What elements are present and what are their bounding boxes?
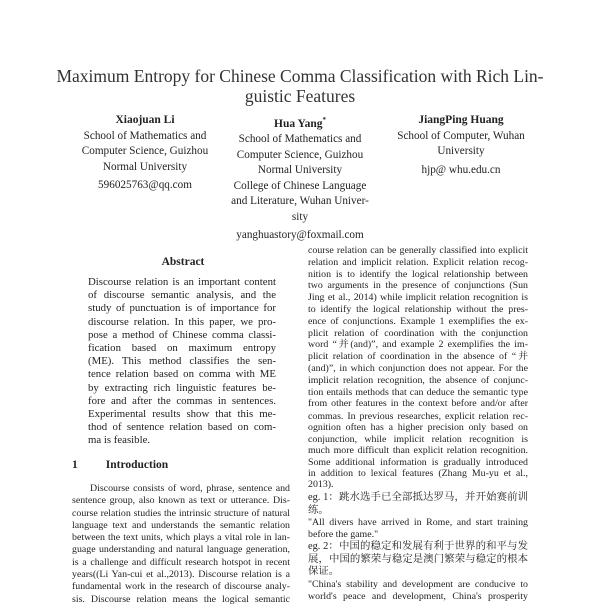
text-line: of discourse semantic analysis, and the — [88, 289, 276, 302]
text-line: word “并(and)”, and example 2 exemplifies the im- — [308, 339, 528, 351]
text-line: fication based on maximum entropy — [88, 342, 276, 355]
text-line: plicit relation of coordination in the absence of “并 — [308, 351, 528, 363]
section-heading-introduction: 1 Introduction — [72, 459, 169, 471]
text-line: study of punctuation is of importance for — [88, 302, 276, 315]
text-line: two arguments in the presence of conjunctions (Sun — [308, 280, 528, 292]
example-1: eg. 1：跳水选手已全部抵达罗马，并开始赛前训 练。 — [308, 492, 528, 516]
text-line: sis. Discourse relation means the logical semantic — [72, 593, 290, 605]
text-line: thod of sentence relation based on com- — [88, 421, 276, 434]
text-line: fore and after the commas in sentences. — [88, 394, 276, 407]
introduction-text — [72, 483, 290, 606]
text-line: Discourse relation is an important content — [88, 276, 276, 288]
text-line: (and)”, in which conjunction does not appear. For the — [308, 362, 528, 374]
text-line: discourse relation. In this paper, we pro- — [88, 315, 276, 328]
text-line: commas. In previous researches, explicit relation rec- — [308, 411, 528, 422]
example-2-translation: "China's stability and development are conducive to world's peace and development, China's prosperity — [308, 579, 528, 602]
right-column-text-2 — [308, 411, 528, 491]
example-1-translation: "All divers have arrived in Rome, and start training before the game." — [308, 517, 528, 540]
text-line: nition is to identify the logical relationship between — [308, 268, 528, 280]
text-line: fundamental work in the research of discourse analy- — [72, 581, 290, 593]
author-name: JiangPing Huang — [418, 114, 504, 126]
paper-title: Maximum Entropy for Chinese Comma Classification with Rich Lin- guistic Features — [56, 66, 544, 106]
text-line: (ME). This method classifies the sen- — [88, 355, 276, 368]
text-line: between the text units, which plays a vital role in lan- — [72, 532, 290, 544]
example-2: eg. 2：中国的稳定和发展有利于世界的和平与发 展，中国的繁荣与稳定是澳门繁荣与稳定的根本 保证。 — [308, 541, 528, 577]
text-line: ma is feasible. — [88, 434, 151, 447]
author-block-1: Xiaojuan Li School of Mathematics and Computer Science, Guizhou Normal University 596025763@qq.com — [60, 113, 230, 194]
text-line: by extracting rich linguistic features be- — [88, 381, 276, 394]
text-line: tion entails methods that can deduce the semantic type — [308, 386, 528, 398]
text-line: to identify the logical relationship without the pres- — [308, 303, 528, 315]
text-line: language text and understands the semantic relation — [72, 519, 290, 531]
text-line: pose a method of Chinese comma classi- — [88, 328, 276, 341]
right-column-text — [308, 245, 528, 410]
text-line: from other features in the context before and/or after — [308, 398, 528, 410]
text-line: is a challenge and difficult research hotspot in recent — [72, 556, 290, 568]
text-line: course relation studies the intrinsic structure of natural — [72, 507, 290, 519]
text-line: Discourse consists of word, phrase, sentence and — [90, 483, 290, 494]
text-line: Experimental results show that this me- — [88, 408, 276, 421]
text-line: ence of conjunctions. Example 1 exemplifies the ex- — [308, 315, 528, 327]
text-line: 2013). — [308, 479, 334, 491]
text-line: tence relation based on comma with ME — [88, 368, 276, 381]
author-block-2: Hua Yang* School of Mathematics and Computer Science, Guizhou Normal University College of Chinese Language and Literature, Wuhan Univer- sity yanghuastory@foxmail.com — [222, 113, 378, 244]
text-line: sentence group, also known as text or utterance. Dis- — [72, 495, 290, 507]
abstract-heading: Abstract — [161, 256, 205, 268]
text-line: in addition to lexical features (Zhang Mu-yu et al., — [308, 468, 528, 480]
author-name: Xiaojuan Li — [115, 114, 175, 126]
author-email: yanghuastory@foxmail.com — [236, 229, 364, 242]
text-line: plicit relation of coordination with the conjunction — [308, 327, 528, 339]
text-line: conjunction, while implicit relation recognition is — [308, 433, 528, 445]
text-line: course relation can be generally classified into explicit — [308, 245, 528, 256]
author-email: hjp@ whu.edu.cn — [421, 163, 501, 176]
text-line: relation and implicit relation. Explicit relation recog- — [308, 256, 528, 268]
author-name: Hua Yang — [274, 117, 323, 130]
text-line: much more difficult than explicit relation recognition. — [308, 445, 528, 457]
text-line: guage understanding and natural language generation, — [72, 544, 290, 556]
text-line: Jing et al., 2014) while implicit relation recognition is — [308, 292, 528, 304]
text-line: Some additional information is gradually introduced — [308, 456, 528, 468]
text-line: years((Li Yan-cui et al.,2013). Discourse relation is a — [72, 569, 290, 581]
text-line: implicit relation recognition, the absence of conjunc- — [308, 374, 528, 386]
abstract-text — [88, 276, 276, 448]
author-block-3: JiangPing Huang School of Computer, Wuhan University hjp@ whu.edu.cn — [382, 113, 540, 178]
text-line: ognition often has a higher precision only based on — [308, 422, 528, 434]
author-email: 596025763@qq.com — [98, 179, 192, 191]
